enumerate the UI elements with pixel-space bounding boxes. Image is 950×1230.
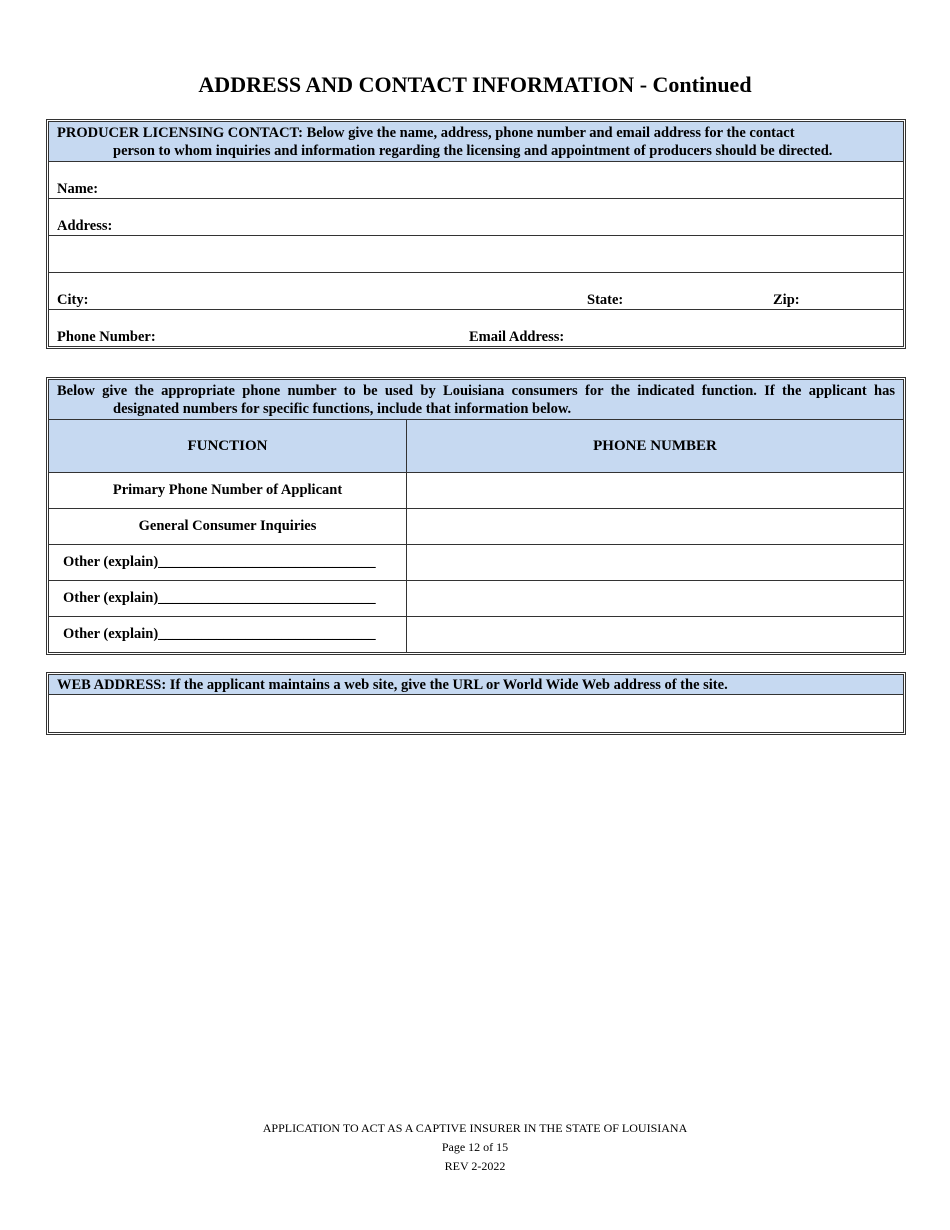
table-row [49, 509, 903, 545]
phone-number-input[interactable] [407, 581, 904, 617]
function-cell: General Consumer Inquiries [49, 509, 407, 545]
name-label: Name: [57, 181, 99, 197]
phone-email-row[interactable] [49, 310, 903, 346]
footer-title: APPLICATION TO ACT AS A CAPTIVE INSURER IN THE STATE OF LOUISIANA [262, 1121, 688, 1135]
phone-number-column-header: PHONE NUMBER [407, 420, 904, 473]
producer-contact-header [49, 122, 903, 162]
name-field[interactable] [49, 162, 903, 199]
footer-revision: REV 2-2022 [444, 1159, 506, 1173]
city-state-zip-row[interactable] [49, 273, 903, 310]
state-label: State: [587, 292, 624, 308]
table-row [49, 545, 903, 581]
table-header-row [49, 420, 903, 473]
phone-number-input[interactable] [407, 545, 904, 581]
table-row [49, 617, 903, 653]
address-label: Address: [57, 218, 113, 234]
producer-contact-header-line1: PRODUCER LICENSING CONTACT: Below give the name, address, phone number and email address for the contact [57, 125, 795, 141]
function-column-header: FUNCTION [49, 420, 407, 473]
phone-number-input[interactable] [407, 473, 904, 509]
zip-label: Zip: [773, 292, 800, 308]
function-cell: Primary Phone Number of Applicant [49, 473, 407, 509]
function-cell[interactable]: Other (explain)______________________________ [49, 581, 407, 617]
web-address-input[interactable] [49, 695, 903, 732]
table-row [49, 473, 903, 509]
producer-contact-header-line2: person to whom inquiries and information regarding the licensing and appointment of producers should be directed. [113, 143, 833, 159]
phone-number-input[interactable] [407, 617, 904, 653]
consumer-phone-table [49, 420, 903, 652]
function-cell[interactable]: Other (explain)______________________________ [49, 617, 407, 653]
consumer-phone-header-line2: designated numbers for specific functions, include that information below. [113, 401, 572, 417]
phone-number-input[interactable] [407, 509, 904, 545]
consumer-phone-header-line1: Below give the appropriate phone number to be used by Louisiana consumers for the indicated function. If the applicant has [57, 383, 895, 399]
page-title: ADDRESS AND CONTACT INFORMATION - Continued [198, 72, 752, 97]
consumer-phone-section [46, 377, 906, 655]
phone-label: Phone Number: [57, 329, 156, 345]
function-cell[interactable]: Other (explain)______________________________ [49, 545, 407, 581]
producer-contact-section [46, 119, 906, 349]
address-field[interactable] [49, 199, 903, 236]
address-line2-field[interactable] [49, 236, 903, 273]
web-address-section [46, 672, 906, 735]
web-address-header: WEB ADDRESS: If the applicant maintains a web site, give the URL or World Wide Web address of the site. [49, 675, 903, 695]
email-label: Email Address: [469, 329, 565, 345]
footer-page-number: Page 12 of 15 [441, 1140, 509, 1154]
city-label: City: [57, 292, 89, 308]
consumer-phone-header [49, 380, 903, 420]
table-row [49, 581, 903, 617]
